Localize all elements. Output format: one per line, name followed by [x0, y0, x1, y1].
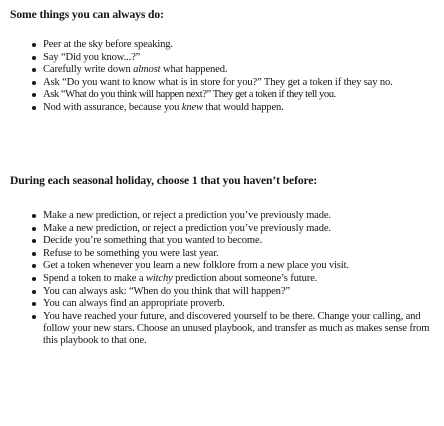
bullet-icon: [32, 290, 36, 294]
list-item: You can always ask: “When do you think that will happen?”: [0, 286, 444, 298]
bullet-icon: [32, 252, 36, 256]
bullet-icon: [32, 227, 36, 231]
section-heading-always: Some things you can always do:: [10, 8, 164, 21]
list-item: Decide you’re something that you wanted to become.: [0, 235, 444, 247]
bullet-icon: [32, 214, 36, 218]
bullet-icon: [32, 264, 36, 268]
list-item: Ask “Do you want to know what is in store for you?” They get a token if they say no.: [0, 77, 444, 89]
bullet-icon: [32, 239, 36, 243]
list-item: Nod with assurance, because you knew that would happen.: [0, 102, 444, 114]
bullet-icon: [32, 81, 36, 85]
list-item: Ask “What do you think will happen next?” They get a token if they tell you.: [0, 89, 444, 101]
list-item: Peer at the sky before speaking.: [0, 39, 444, 51]
list-item: Say “Did you know...?”: [0, 52, 444, 64]
bullet-icon: [32, 56, 36, 60]
bullet-icon: [32, 93, 36, 97]
bullet-icon: [32, 277, 36, 281]
holiday-list: [0, 210, 444, 347]
section-heading-holiday: During each seasonal holiday, choose 1 that you haven’t before:: [10, 174, 318, 187]
bullet-icon: [32, 43, 36, 47]
always-list: [0, 39, 444, 114]
bullet-icon: [32, 302, 36, 306]
list-item: Make a new prediction, or reject a prediction you’ve previously made.: [0, 210, 444, 222]
bullet-icon: [32, 315, 36, 319]
list-item: You have reached your future, and discovered yourself to be there. Change your calling, and follow your new stars. Choose an unused playbook, and transfer as much as makes sense from this playbook to that one.: [0, 311, 444, 347]
bullet-icon: [32, 68, 36, 72]
list-item: Refuse to be something you were last year.: [0, 248, 444, 260]
list-item: Spend a token to make a witchy prediction about someone’s future.: [0, 273, 444, 285]
list-item: Get a token whenever you learn a new folklore from a new place you visit.: [0, 260, 444, 272]
list-item: Make a new prediction, or reject a prediction you’ve previously made.: [0, 223, 444, 235]
list-item: You can always find an appropriate proverb.: [0, 298, 444, 310]
list-item: Carefully write down almost what happened.: [0, 64, 444, 76]
bullet-icon: [32, 106, 36, 110]
